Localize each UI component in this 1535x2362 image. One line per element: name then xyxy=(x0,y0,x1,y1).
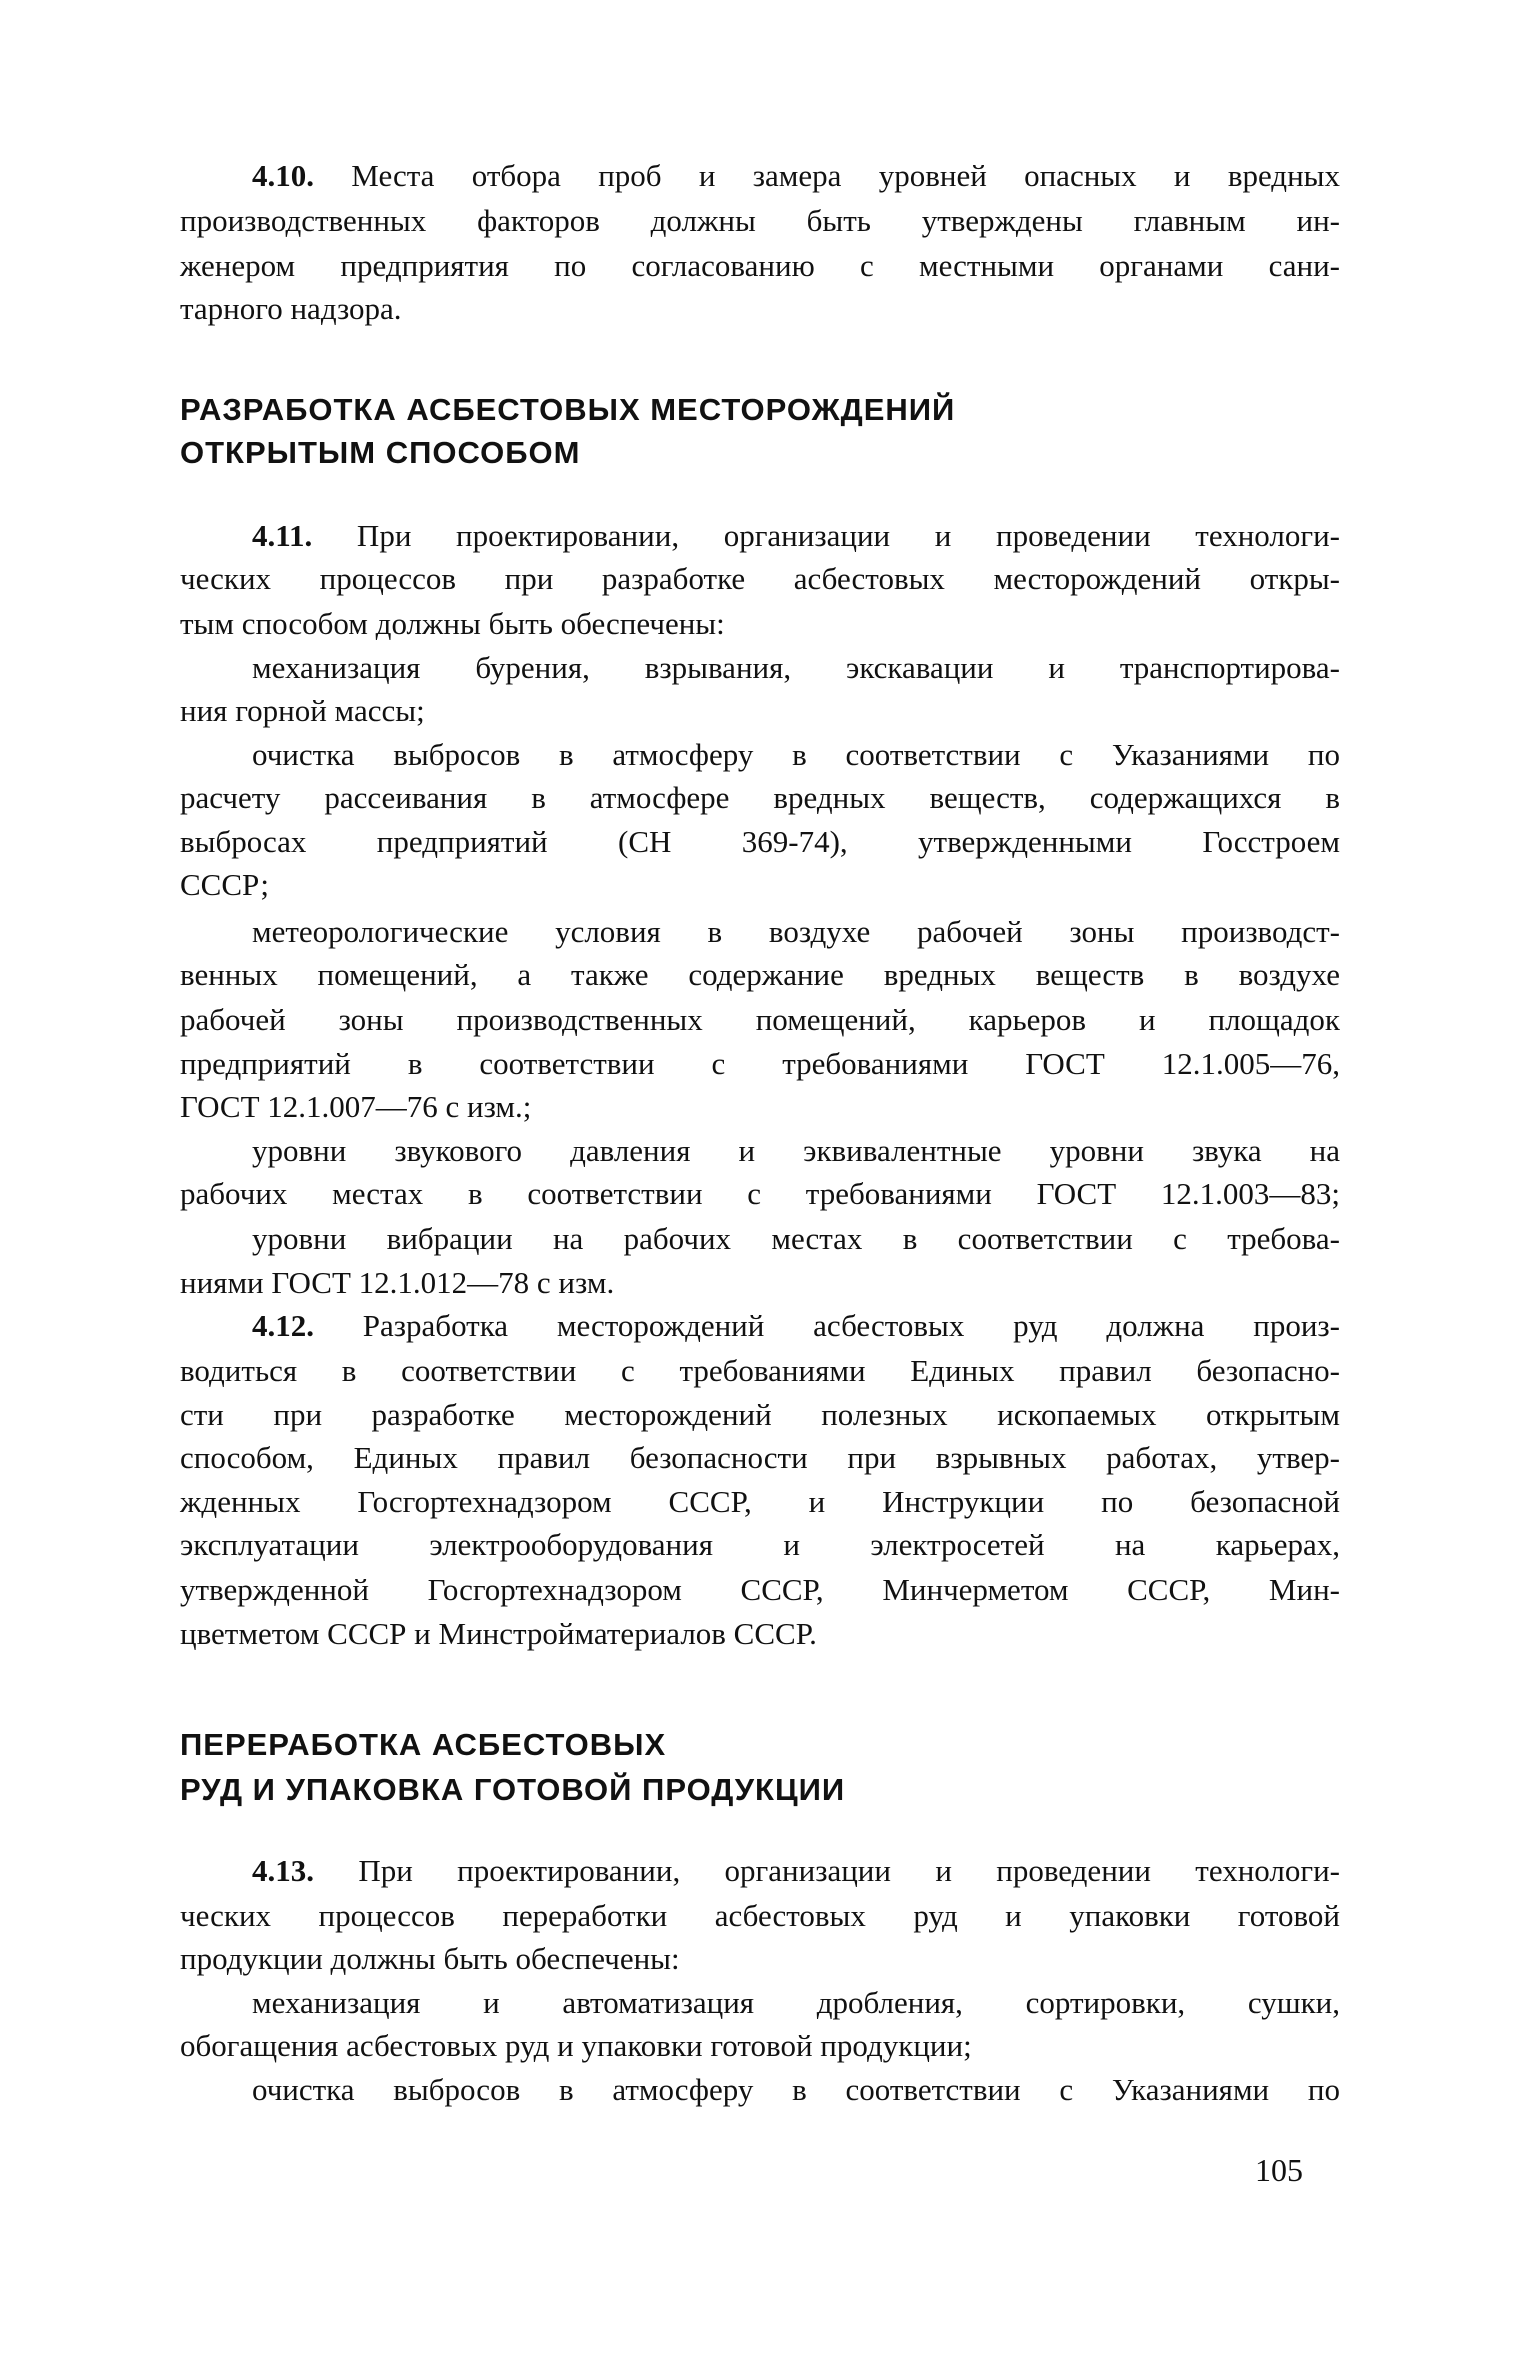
line-text: ческих процессов переработки асбестовых руд и упаковки готовой xyxy=(180,1898,1340,1933)
line-text: производственных факторов должны быть утверждены главным ин- xyxy=(180,203,1340,238)
line-text: способом, Единых правил безопасности при взрывных работах, утвер- xyxy=(180,1440,1340,1475)
line-text: женером предприятия по согласованию с местными органами сани- xyxy=(180,248,1340,283)
text-line xyxy=(252,910,1340,954)
text-line xyxy=(180,1261,1340,1305)
text-line xyxy=(252,514,1340,558)
text-line xyxy=(180,1937,1340,1981)
line-text: венных помещений, а также содержание вредных веществ в воздухе xyxy=(180,957,1340,992)
line-text: утвержденной Госгортехнадзором СССР, Минчерметом СССР, Мин- xyxy=(180,1572,1340,1607)
clause-number: 4.11. xyxy=(252,518,313,553)
line-text: ческих процессов при разработке асбестовых месторождений откры- xyxy=(180,561,1340,596)
line-text: СССР; xyxy=(180,867,270,902)
text-line xyxy=(180,998,1340,1042)
text-line xyxy=(180,244,1340,288)
text-line xyxy=(252,2068,1340,2112)
text-line xyxy=(180,1393,1340,1437)
text-line xyxy=(180,1612,1340,1656)
line-text: очистка выбросов в атмосферу в соответствии с Указаниями по xyxy=(252,2072,1340,2107)
clause-number: 4.13. xyxy=(252,1853,314,1888)
line-text: ния горной массы; xyxy=(180,693,425,728)
section-heading: ОТКРЫТЫМ СПОСОБОМ xyxy=(180,435,581,470)
line-text: Места отбора проб и замера уровней опасных и вредных xyxy=(314,158,1340,193)
line-text: предприятий в соответствии с требованиями ГОСТ 12.1.005—76, xyxy=(180,1046,1340,1081)
text-line xyxy=(180,199,1340,243)
text-line xyxy=(180,1349,1340,1393)
section-heading: РУД И УПАКОВКА ГОТОВОЙ ПРОДУКЦИИ xyxy=(180,1772,846,1807)
line-text: уровни вибрации на рабочих местах в соответствии с требова- xyxy=(252,1221,1340,1256)
text-line xyxy=(180,1480,1340,1524)
text-line xyxy=(180,1894,1340,1938)
line-text: уровни звукового давления и эквивалентные уровни звука на xyxy=(252,1133,1340,1168)
text-line xyxy=(180,557,1340,601)
line-text: тым способом должны быть обеспечены: xyxy=(180,606,725,641)
line-text: рабочей зоны производственных помещений, карьеров и площадок xyxy=(180,1002,1340,1037)
line-text: сти при разработке месторождений полезных ископаемых открытым xyxy=(180,1397,1340,1432)
text-line xyxy=(180,1042,1340,1086)
text-line xyxy=(252,646,1340,690)
text-line xyxy=(252,1981,1340,2025)
text-line xyxy=(252,733,1340,777)
section-heading: РАЗРАБОТКА АСБЕСТОВЫХ МЕСТОРОЖДЕНИЙ xyxy=(180,392,956,427)
text-line xyxy=(180,287,1340,331)
line-text: механизация бурения, взрывания, экскавации и транспортирова- xyxy=(252,650,1340,685)
line-text: жденных Госгортехнадзором СССР, и Инструкции по безопасной xyxy=(180,1484,1340,1519)
line-text: эксплуатации электрооборудования и электросетей на карьерах, xyxy=(180,1527,1340,1562)
text-line xyxy=(180,1568,1340,1612)
line-text: ниями ГОСТ 12.1.012—78 с изм. xyxy=(180,1265,615,1300)
text-line xyxy=(252,1304,1340,1348)
line-text: продукции должны быть обеспечены: xyxy=(180,1941,680,1976)
text-line xyxy=(180,689,1340,733)
text-line xyxy=(180,2024,1340,2068)
text-line xyxy=(180,1436,1340,1480)
clause-number: 4.10. xyxy=(252,158,314,193)
line-text: обогащения асбестовых руд и упаковки готовой продукции; xyxy=(180,2028,972,2063)
text-line xyxy=(180,602,1340,646)
text-line xyxy=(252,1129,1340,1173)
line-text: выбросах предприятий (СН 369-74), утвержденными Госстроем xyxy=(180,824,1340,859)
line-text: механизация и автоматизация дробления, сортировки, сушки, xyxy=(252,1985,1340,2020)
text-line xyxy=(180,820,1340,864)
line-text: цветметом СССР и Минстройматериалов СССР. xyxy=(180,1616,817,1651)
text-line xyxy=(180,953,1340,997)
text-line xyxy=(180,776,1340,820)
line-text: При проектировании, организации и проведении технологи- xyxy=(314,1853,1340,1888)
text-line xyxy=(252,154,1340,198)
section-heading: ПЕРЕРАБОТКА АСБЕСТОВЫХ xyxy=(180,1727,667,1762)
line-text: При проектировании, организации и проведении технологи- xyxy=(312,518,1340,553)
line-text: тарного надзора. xyxy=(180,291,402,326)
text-line xyxy=(180,1172,1340,1216)
line-text: рабочих местах в соответствии с требованиями ГОСТ 12.1.003—83; xyxy=(180,1176,1340,1211)
page-number: 105 xyxy=(1255,2152,1303,2188)
line-text: водиться в соответствии с требованиями Единых правил безопасно- xyxy=(180,1353,1340,1388)
text-line xyxy=(180,1523,1340,1567)
line-text: Разработка месторождений асбестовых руд должна произ- xyxy=(314,1308,1340,1343)
text-line xyxy=(180,1085,1340,1129)
clause-number: 4.12. xyxy=(252,1308,314,1343)
text-line xyxy=(252,1217,1340,1261)
text-line xyxy=(252,1849,1340,1893)
text-line xyxy=(180,863,1340,907)
line-text: расчету рассеивания в атмосфере вредных веществ, содержащихся в xyxy=(180,780,1340,815)
line-text: очистка выбросов в атмосферу в соответствии с Указаниями по xyxy=(252,737,1340,772)
line-text: метеорологические условия в воздухе рабочей зоны производст- xyxy=(252,914,1340,949)
line-text: ГОСТ 12.1.007—76 с изм.; xyxy=(180,1089,532,1124)
